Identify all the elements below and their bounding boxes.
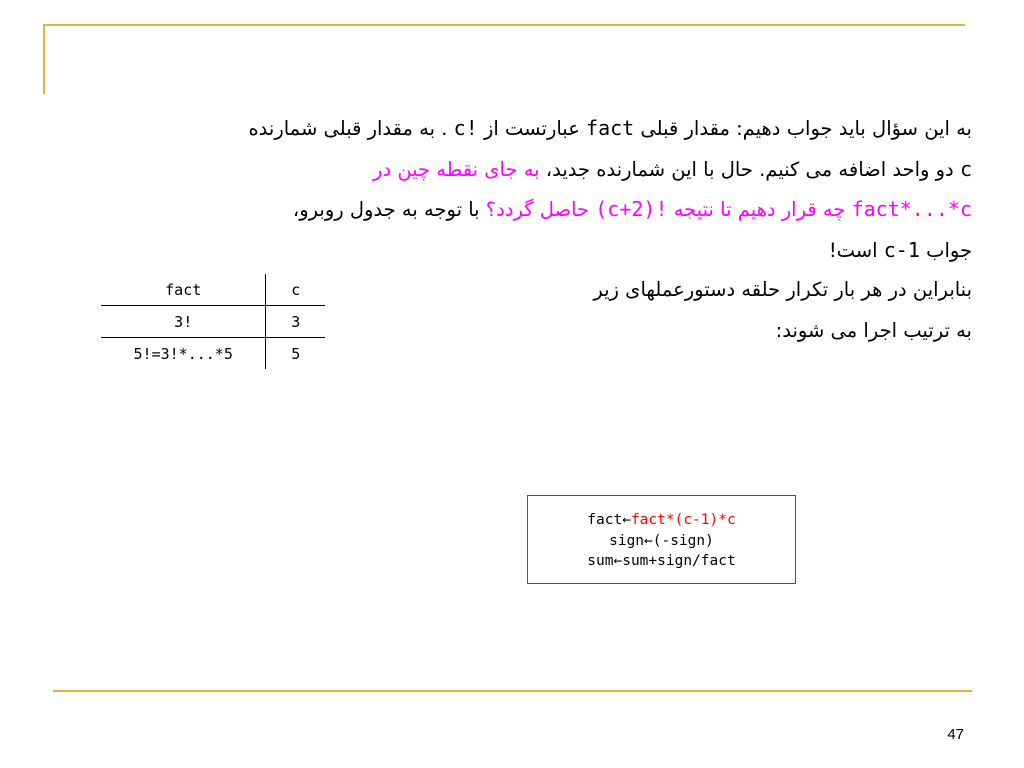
highlight-text: حاصل گردد؟ [485,198,596,221]
code-highlight: fact*(c-1)*c [630,512,736,528]
top-accent-line [43,24,965,26]
left-accent-line [43,24,45,94]
code-c: c [959,156,972,181]
table-header-row [101,274,325,306]
text-line-5: بنابراین در هر بار تکرار حلقه دستورعملهای زیر [593,278,972,301]
highlight-text: چه قرار دهیم تا نتیجه [667,198,852,221]
code-line-2: sign←(-sign) [609,532,714,549]
text-segment: . به مقدار قبلی شمارنده [248,117,454,140]
page-number: 47 [947,726,964,743]
values-table [101,274,325,369]
header-c: c [266,274,325,306]
cell-fact: 3! [101,306,266,338]
code-block [527,495,796,584]
code-c-minus-1: c-1 [883,237,920,262]
text-segment: جواب [919,238,972,262]
text-segment: عبارتست از [477,117,587,140]
code-fact-product: fact*...*c [851,197,972,221]
cell-c: 5 [291,344,301,363]
code-fact: fact [586,116,635,140]
code-line-3: sum←sum+sign/fact [587,553,736,569]
code-c-factorial: c! [453,116,478,140]
code-segment: fact← [587,512,631,528]
table-row [101,306,325,338]
highlight-text: به جای نقطه چین در [373,157,540,181]
text-line-2 [82,149,972,190]
code-c-plus-2-factorial: (c+2)! [595,197,668,221]
text-line-6: به ترتیب اجرا می شوند: [775,318,972,342]
cell-fact: 5!=3!*...*5 [101,338,266,370]
table-row [101,338,325,370]
text-segment: با توجه به جدول روبرو، [292,198,486,221]
text-segment: به این سؤال باید جواب دهیم: مقدار قبلی [634,117,972,140]
bottom-accent-line [53,690,972,692]
text-line-4 [82,230,972,271]
code-line-1 [528,510,795,531]
text-segment: است! [828,238,884,262]
text-line-3 [82,189,972,230]
text-line-1 [82,108,972,149]
text-segment: دو واحد اضافه می کنیم. حال با این شمارنده جدید، [539,157,960,181]
header-fact: fact [101,274,266,306]
cell-c: 3 [266,306,325,338]
